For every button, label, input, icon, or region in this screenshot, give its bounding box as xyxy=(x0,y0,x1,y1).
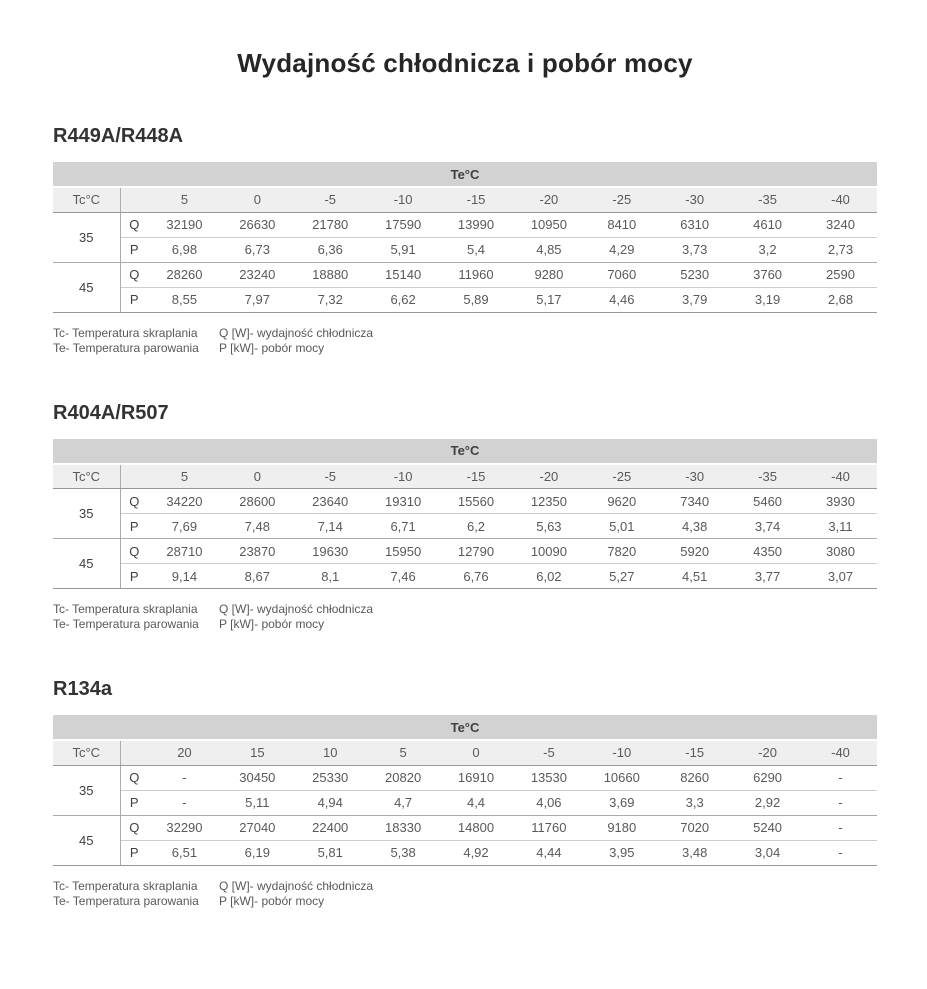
p-value-cell: 5,11 xyxy=(221,790,294,815)
te-banner-row xyxy=(53,162,877,187)
q-value-cell: 23640 xyxy=(294,489,367,514)
q-value-cell: 25330 xyxy=(294,765,367,790)
p-value-cell: 3,2 xyxy=(731,237,804,262)
legend xyxy=(53,602,877,632)
p-value-cell: 7,46 xyxy=(367,564,440,589)
legend-te: Te- Temperatura parowania xyxy=(53,617,199,632)
p-label-cell: P xyxy=(120,287,148,312)
column-header-row xyxy=(53,740,877,765)
tc-group xyxy=(53,212,877,262)
p-row xyxy=(53,237,877,262)
legend-te: Te- Temperatura parowania xyxy=(53,340,199,355)
q-value-cell: 21780 xyxy=(294,212,367,237)
q-label-cell: Q xyxy=(120,765,148,790)
q-value-cell: 9180 xyxy=(585,815,658,840)
p-value-cell: 4,44 xyxy=(512,840,585,865)
te-value-cell: 10 xyxy=(294,740,367,765)
q-value-cell: 13530 xyxy=(512,765,585,790)
tc-header-cell: Tc°C xyxy=(53,740,120,765)
section-heading: R134a xyxy=(53,678,112,701)
p-value-cell: 3,79 xyxy=(658,287,731,312)
section-heading: R449A/R448A xyxy=(53,125,184,148)
q-value-cell: 23240 xyxy=(221,262,294,287)
q-value-cell: 13990 xyxy=(440,212,513,237)
p-value-cell: 6,2 xyxy=(440,514,513,539)
q-value-cell: 15950 xyxy=(367,539,440,564)
q-row xyxy=(53,489,877,514)
page xyxy=(0,48,927,909)
te-value-cell: -40 xyxy=(804,464,877,489)
tc-value-cell: 35 xyxy=(53,765,120,815)
p-value-cell: 5,81 xyxy=(294,840,367,865)
legend xyxy=(53,326,877,356)
p-value-cell: 7,14 xyxy=(294,514,367,539)
refrigerant-section xyxy=(53,125,877,356)
p-row xyxy=(53,564,877,589)
q-value-cell: 28710 xyxy=(148,539,221,564)
q-value-cell: 20820 xyxy=(367,765,440,790)
q-label-cell: Q xyxy=(120,539,148,564)
legend-q: Q [W]- wydajność chłodnicza xyxy=(219,325,374,340)
q-value-cell: 12790 xyxy=(440,539,513,564)
data-table xyxy=(53,162,877,313)
p-label-cell: P xyxy=(120,564,148,589)
q-value-cell: 5240 xyxy=(731,815,804,840)
q-value-cell: 4350 xyxy=(731,539,804,564)
p-value-cell: 2,73 xyxy=(804,237,877,262)
q-row xyxy=(53,815,877,840)
q-value-cell: 15140 xyxy=(367,262,440,287)
p-value-cell: 7,48 xyxy=(221,514,294,539)
tc-group xyxy=(53,815,877,865)
p-value-cell: 4,38 xyxy=(658,514,731,539)
p-label-cell: P xyxy=(120,790,148,815)
q-value-cell: 4610 xyxy=(731,212,804,237)
q-value-cell: 5920 xyxy=(658,539,731,564)
legend-tc: Tc- Temperatura skraplania xyxy=(53,325,198,340)
p-value-cell: 7,97 xyxy=(221,287,294,312)
legend-tc: Tc- Temperatura skraplania xyxy=(53,878,198,893)
section-heading: R404A/R507 xyxy=(53,401,169,424)
q-value-cell: 3760 xyxy=(731,262,804,287)
q-value-cell: 30450 xyxy=(221,765,294,790)
legend-p: P [kW]- pobór mocy xyxy=(219,617,325,632)
q-value-cell: 22400 xyxy=(294,815,367,840)
q-value-cell: - xyxy=(148,765,221,790)
q-value-cell: 28600 xyxy=(221,489,294,514)
q-value-cell: 3240 xyxy=(804,212,877,237)
tc-group xyxy=(53,539,877,589)
tc-group xyxy=(53,489,877,539)
p-label-cell: P xyxy=(120,514,148,539)
p-value-cell: 8,67 xyxy=(221,564,294,589)
q-value-cell: 10660 xyxy=(585,765,658,790)
te-header-cell: Te°C xyxy=(53,439,877,464)
refrigerant-section xyxy=(53,402,877,633)
p-value-cell: 6,02 xyxy=(512,564,585,589)
q-value-cell: 8410 xyxy=(585,212,658,237)
te-value-cell: -15 xyxy=(658,740,731,765)
q-value-cell: 8260 xyxy=(658,765,731,790)
q-value-cell: 7060 xyxy=(585,262,658,287)
q-row xyxy=(53,212,877,237)
p-value-cell: 4,51 xyxy=(658,564,731,589)
tc-group xyxy=(53,765,877,815)
p-value-cell: 4,92 xyxy=(440,840,513,865)
te-value-cell: -30 xyxy=(658,187,731,212)
q-value-cell: 19630 xyxy=(294,539,367,564)
q-value-cell: 23870 xyxy=(221,539,294,564)
p-value-cell: 6,76 xyxy=(440,564,513,589)
p-value-cell: 3,04 xyxy=(731,840,804,865)
q-value-cell: 26630 xyxy=(221,212,294,237)
tc-value-cell: 45 xyxy=(53,815,120,865)
q-label-cell: Q xyxy=(120,489,148,514)
p-row xyxy=(53,840,877,865)
q-value-cell: 11760 xyxy=(512,815,585,840)
te-value-cell: -35 xyxy=(731,187,804,212)
q-value-cell: 2590 xyxy=(804,262,877,287)
q-value-cell: 3080 xyxy=(804,539,877,564)
p-value-cell: 6,36 xyxy=(294,237,367,262)
column-header-row xyxy=(53,187,877,212)
p-value-cell: 6,71 xyxy=(367,514,440,539)
sections-container xyxy=(53,125,877,909)
data-table xyxy=(53,715,877,866)
legend-q: Q [W]- wydajność chłodnicza xyxy=(219,878,374,893)
data-table xyxy=(53,439,877,590)
qp-header-cell xyxy=(120,740,148,765)
p-value-cell: 6,51 xyxy=(148,840,221,865)
p-value-cell: 3,73 xyxy=(658,237,731,262)
q-row xyxy=(53,765,877,790)
q-value-cell: 28260 xyxy=(148,262,221,287)
p-row xyxy=(53,790,877,815)
te-value-cell: -10 xyxy=(367,187,440,212)
te-value-cell: -25 xyxy=(585,464,658,489)
p-value-cell: 4,94 xyxy=(294,790,367,815)
te-value-cell: -40 xyxy=(804,187,877,212)
te-value-cell: -10 xyxy=(585,740,658,765)
q-value-cell: 32290 xyxy=(148,815,221,840)
tc-header-cell: Tc°C xyxy=(53,187,120,212)
q-value-cell: 27040 xyxy=(221,815,294,840)
tc-group xyxy=(53,262,877,312)
te-value-cell: -10 xyxy=(367,464,440,489)
tc-header-cell: Tc°C xyxy=(53,464,120,489)
q-value-cell: - xyxy=(804,765,877,790)
te-banner-row xyxy=(53,715,877,740)
p-value-cell: 6,98 xyxy=(148,237,221,262)
p-value-cell: 4,7 xyxy=(367,790,440,815)
page-title: Wydajność chłodnicza i pobór mocy xyxy=(237,48,693,78)
te-value-cell: -5 xyxy=(294,187,367,212)
q-value-cell: 17590 xyxy=(367,212,440,237)
te-value-cell: -5 xyxy=(512,740,585,765)
te-header-cell: Te°C xyxy=(53,162,877,187)
legend-tc: Tc- Temperatura skraplania xyxy=(53,602,198,617)
p-label-cell: P xyxy=(120,840,148,865)
p-label-cell: P xyxy=(120,237,148,262)
p-value-cell: 8,55 xyxy=(148,287,221,312)
te-value-cell: -5 xyxy=(294,464,367,489)
q-value-cell: 9620 xyxy=(585,489,658,514)
p-value-cell: 3,3 xyxy=(658,790,731,815)
p-value-cell: 6,19 xyxy=(221,840,294,865)
p-row xyxy=(53,287,877,312)
q-value-cell: 18880 xyxy=(294,262,367,287)
q-label-cell: Q xyxy=(120,262,148,287)
q-value-cell: 19310 xyxy=(367,489,440,514)
te-banner-row xyxy=(53,439,877,464)
te-value-cell: 5 xyxy=(148,464,221,489)
p-value-cell: 3,74 xyxy=(731,514,804,539)
te-header-cell: Te°C xyxy=(53,715,877,740)
te-value-cell: 0 xyxy=(221,464,294,489)
p-value-cell: - xyxy=(148,790,221,815)
q-label-cell: Q xyxy=(120,815,148,840)
refrigerant-section xyxy=(53,678,877,909)
q-value-cell: 18330 xyxy=(367,815,440,840)
te-value-cell: -20 xyxy=(731,740,804,765)
q-value-cell: 12350 xyxy=(512,489,585,514)
q-value-cell: 32190 xyxy=(148,212,221,237)
legend xyxy=(53,879,877,909)
tc-value-cell: 45 xyxy=(53,262,120,312)
te-value-cell: 0 xyxy=(221,187,294,212)
te-value-cell: 20 xyxy=(148,740,221,765)
p-value-cell: - xyxy=(804,840,877,865)
p-value-cell: 5,63 xyxy=(512,514,585,539)
q-value-cell: 34220 xyxy=(148,489,221,514)
q-value-cell: 3930 xyxy=(804,489,877,514)
q-value-cell: 5230 xyxy=(658,262,731,287)
te-value-cell: -30 xyxy=(658,464,731,489)
q-value-cell: 7020 xyxy=(658,815,731,840)
p-value-cell: 5,91 xyxy=(367,237,440,262)
p-value-cell: 3,07 xyxy=(804,564,877,589)
p-row xyxy=(53,514,877,539)
legend-p: P [kW]- pobór mocy xyxy=(219,340,325,355)
p-value-cell: 3,48 xyxy=(658,840,731,865)
p-value-cell: 6,62 xyxy=(367,287,440,312)
p-value-cell: 4,4 xyxy=(440,790,513,815)
te-value-cell: -15 xyxy=(440,187,513,212)
te-value-cell: 15 xyxy=(221,740,294,765)
q-value-cell: 7340 xyxy=(658,489,731,514)
p-value-cell: 3,19 xyxy=(731,287,804,312)
te-value-cell: 5 xyxy=(367,740,440,765)
q-row xyxy=(53,262,877,287)
tc-value-cell: 35 xyxy=(53,212,120,262)
q-value-cell: 7820 xyxy=(585,539,658,564)
p-value-cell: 5,4 xyxy=(440,237,513,262)
p-value-cell: - xyxy=(804,790,877,815)
qp-header-cell xyxy=(120,464,148,489)
p-value-cell: 7,69 xyxy=(148,514,221,539)
p-value-cell: 5,89 xyxy=(440,287,513,312)
q-value-cell: 10950 xyxy=(512,212,585,237)
p-value-cell: 8,1 xyxy=(294,564,367,589)
column-header-row xyxy=(53,464,877,489)
te-value-cell: -20 xyxy=(512,464,585,489)
tc-value-cell: 45 xyxy=(53,539,120,589)
p-value-cell: 7,32 xyxy=(294,287,367,312)
q-label-cell: Q xyxy=(120,212,148,237)
p-value-cell: 4,85 xyxy=(512,237,585,262)
p-value-cell: 5,38 xyxy=(367,840,440,865)
p-value-cell: 5,27 xyxy=(585,564,658,589)
te-value-cell: 0 xyxy=(440,740,513,765)
q-value-cell: 16910 xyxy=(440,765,513,790)
p-value-cell: 6,73 xyxy=(221,237,294,262)
q-value-cell: 10090 xyxy=(512,539,585,564)
p-value-cell: 5,01 xyxy=(585,514,658,539)
p-value-cell: 4,46 xyxy=(585,287,658,312)
p-value-cell: 4,06 xyxy=(512,790,585,815)
p-value-cell: 2,68 xyxy=(804,287,877,312)
q-value-cell: 15560 xyxy=(440,489,513,514)
p-value-cell: 2,92 xyxy=(731,790,804,815)
p-value-cell: 5,17 xyxy=(512,287,585,312)
qp-header-cell xyxy=(120,187,148,212)
legend-p: P [kW]- pobór mocy xyxy=(219,893,325,908)
q-value-cell: 5460 xyxy=(731,489,804,514)
q-row xyxy=(53,539,877,564)
q-value-cell: 9280 xyxy=(512,262,585,287)
te-value-cell: -35 xyxy=(731,464,804,489)
q-value-cell: 14800 xyxy=(440,815,513,840)
p-value-cell: 3,77 xyxy=(731,564,804,589)
q-value-cell: - xyxy=(804,815,877,840)
q-value-cell: 6290 xyxy=(731,765,804,790)
q-value-cell: 11960 xyxy=(440,262,513,287)
tc-value-cell: 35 xyxy=(53,489,120,539)
p-value-cell: 3,11 xyxy=(804,514,877,539)
te-value-cell: -40 xyxy=(804,740,877,765)
te-value-cell: -15 xyxy=(440,464,513,489)
te-value-cell: -20 xyxy=(512,187,585,212)
te-value-cell: 5 xyxy=(148,187,221,212)
p-value-cell: 3,69 xyxy=(585,790,658,815)
te-value-cell: -25 xyxy=(585,187,658,212)
p-value-cell: 9,14 xyxy=(148,564,221,589)
legend-q: Q [W]- wydajność chłodnicza xyxy=(219,602,374,617)
q-value-cell: 6310 xyxy=(658,212,731,237)
p-value-cell: 4,29 xyxy=(585,237,658,262)
p-value-cell: 3,95 xyxy=(585,840,658,865)
legend-te: Te- Temperatura parowania xyxy=(53,893,199,908)
